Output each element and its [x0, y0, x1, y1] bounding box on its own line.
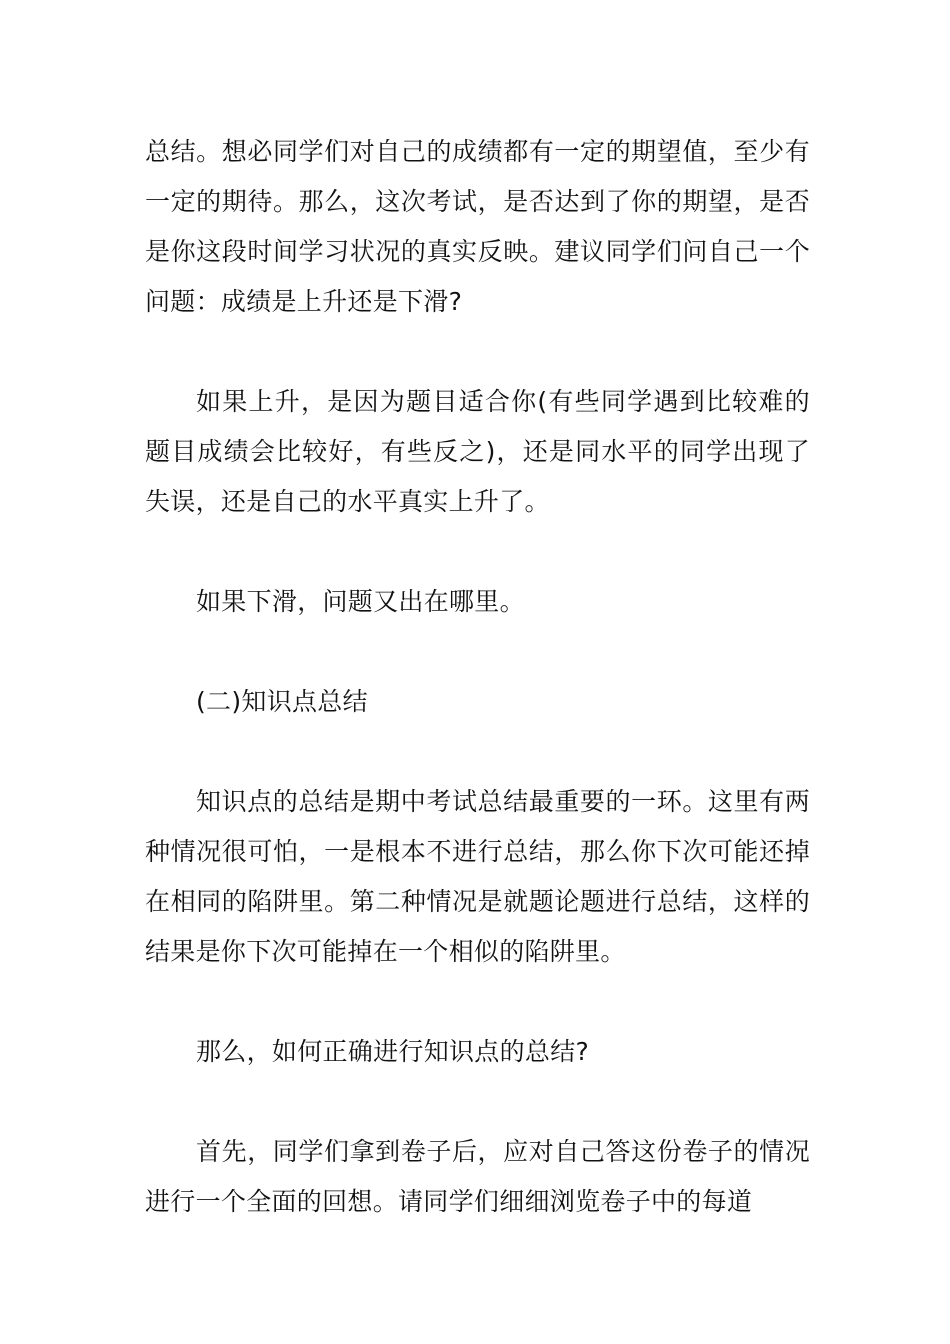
- section-heading-knowledge-summary: (二)知识点总结: [196, 687, 368, 716]
- document-page: [145, 127, 810, 1227]
- paragraph-knowledge-importance: 知识点的总结是期中考试总结最重要的一环。这里有两种情况很可怕，一是根本不进行总结，那么你下次可能还掉在相同的陷阱里。第二种情况是就题论题进行总结，这样的结果是你下次可能掉在一个相似的陷阱里。: [145, 787, 810, 966]
- paragraph-score-reflection: 总结。想必同学们对自己的成绩都有一定的期望值，至少有一定的期待。那么，这次考试，是否达到了你的期望，是否是你这段时间学习状况的真实反映。建议同学们问自己一个问题：成绩是上升还是下滑?: [145, 137, 810, 316]
- paragraph-how-to-summarize: 那么，如何正确进行知识点的总结?: [196, 1037, 590, 1066]
- paragraph-score-rise: 如果上升，是因为题目适合你(有些同学遇到比较难的题目成绩会比较好，有些反之)，还是同水平的同学出现了失误，还是自己的水平真实上升了。: [145, 387, 810, 516]
- paragraph-score-decline: 如果下滑，问题又出在哪里。: [196, 587, 525, 616]
- paragraph-first-step: 首先，同学们拿到卷子后，应对自己答这份卷子的情况进行一个全面的回想。请同学们细细浏览卷子中的每道: [145, 1137, 810, 1216]
